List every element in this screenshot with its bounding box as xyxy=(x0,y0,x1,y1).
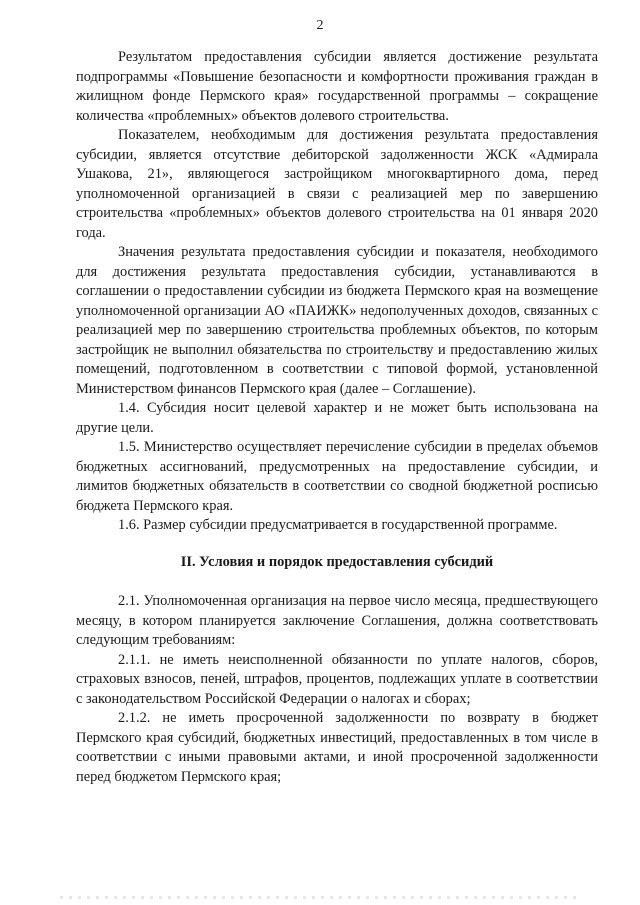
paragraph-2-1-2: 2.1.2. не иметь просроченной задолженности по возврату в бюджет Пермского края субсидий, бюджетных инвестиций, предоставленных в том числе в соответствии с иными правовыми актами, и иной просроченной задолженности перед бюджетом Пермского края; xyxy=(76,710,598,785)
paragraph-indicator: Показателем, необходимым для достижения результата предоставления субсидии, является отсутствие дебиторской задолженности ЖСК «Адмирала Ушакова, 21», являющегося застройщиком многоквартирного дома, перед уполномоченной организацией в связи с реализацией мер по завершению строительства «проблемных» объектов долевого строительства на 01 января 2020 года. xyxy=(76,127,598,241)
paragraph-2-1: 2.1. Уполномоченная организация на первое число месяца, предшествующего месяцу, в котором планируется заключение Соглашения, должна соответствовать следующим требованиям: xyxy=(76,593,598,648)
paragraph-1-4: 1.4. Субсидия носит целевой характер и не может быть использована на другие цели. xyxy=(76,400,598,436)
paragraph-1-5: 1.5. Министерство осуществляет перечисление субсидии в пределах объемов бюджетных ассигнований, предусмотренных на предоставление субсидии, и лимитов бюджетных обязательств в соответствии со сводной бюджетной росписью бюджета Пермского края. xyxy=(76,439,598,514)
scan-edge-artifact xyxy=(60,896,580,899)
page-number: 2 xyxy=(316,18,324,33)
paragraph-1-6: 1.6. Размер субсидии предусматривается в государственной программе. xyxy=(118,517,558,533)
paragraph-2-1-1: 2.1.1. не иметь неисполненной обязанности по уплате налогов, сборов, страховых взносов, пеней, штрафов, процентов, подлежащих уплате в соответствии с законодательством Российской Федерации о налогах и сборах; xyxy=(76,651,598,707)
section-heading: II. Условия и порядок предоставления субсидий xyxy=(180,553,494,570)
paragraph-values: Значения результата предоставления субсидии и показателя, необходимого для достижения результата предоставления субсидии, устанавливаются в соглашении о предоставлении субсидии из бюджета Пермского края на возмещение уполномоченной организации АО «ПАИЖК» недополученных доходов, связанных с реализацией мер по завершению строительства проблемных объектов, по которым застройщик не выполнил обязательства по строительству и предоставлению жилых помещений, подготовленном в соответствии с типовой формой, установленной Министерством финансов Пермского края (далее – Соглашение). xyxy=(76,244,598,397)
document-body xyxy=(76,48,598,787)
paragraph-result: Результатом предоставления субсидии является достижение результата подпрограммы «Повышение безопасности и комфортности проживания граждан в жилищном фонде Пермского края» государственной программы – сокращение количества «проблемных» объектов долевого строительства. xyxy=(76,49,598,124)
